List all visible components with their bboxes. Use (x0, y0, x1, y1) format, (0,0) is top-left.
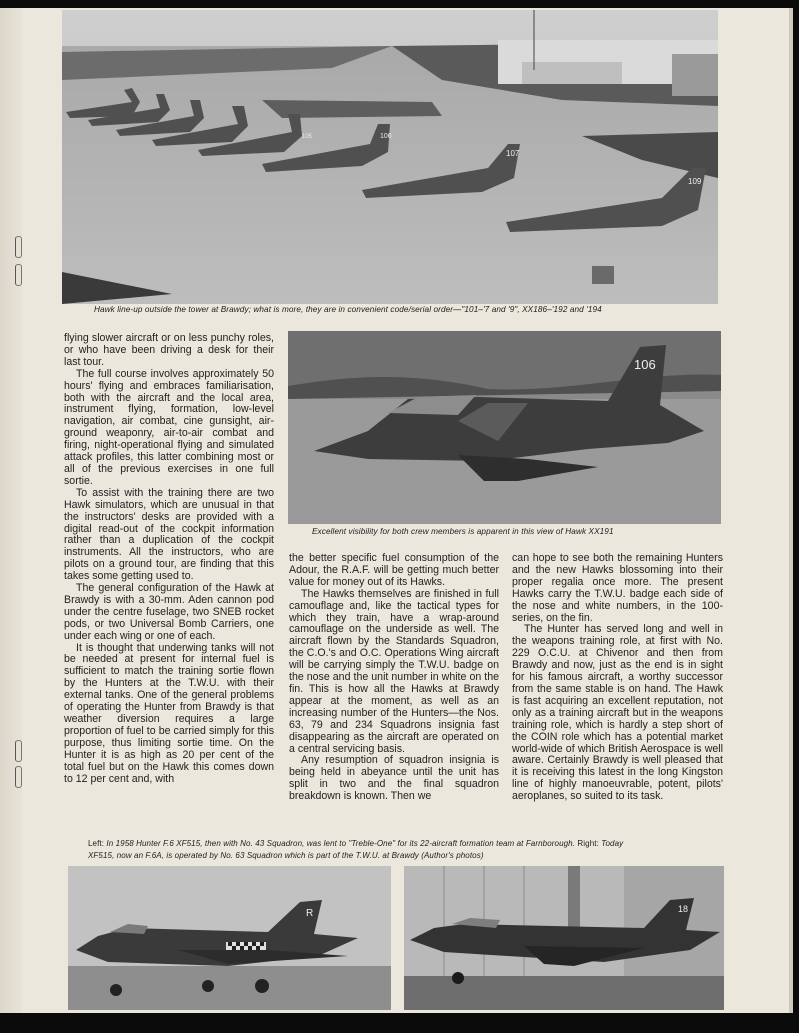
photo-hawk-in-flight (288, 331, 721, 524)
text-column-left (64, 333, 274, 785)
caption-top-photo: Hawk line-up outside the tower at Brawdy; what is more, they are in convenient code/serial order—"101–'7 and '9", XX186–'192 and '194 (94, 305, 602, 314)
paragraph: can hope to see both the remaining Hunters and the new Hawks blossoming into their proper regalia once more. The present Hawks carry the T.W.U. badge each side of the nose and white numbers, in the 100-series, on the fin. (512, 552, 723, 624)
staple-icon (15, 264, 22, 286)
caption-left-tag: Left: (88, 839, 105, 848)
paragraph: The Hawks themselves are finished in full camouflage and, like the tactical types for which they train, have a wrap-around camouflage on the underside as well. The aircraft flown by the Standards Squadron, the C.O.'s and O.C. Operations Wing aircraft will be carrying simply the T.W.U. badge on the nose and the unit number in white on the fin. This is how all the Hawks at Brawdy appear at the moment, as well as an increasing number of the Hunters—the Nos. 63, 79 and 234 Squadrons insignia fast disappearing as the aircraft are operated on a central servicing basis. (289, 587, 499, 755)
caption-middle-photo: Excellent visibility for both crew members is apparent in this view of Hawk XX191 (312, 527, 614, 536)
caption-bottom-line2: XF515, now an F.6A, is operated by No. 63 Squadron which is part of the T.W.U. at Brawdy (Author's photos) (88, 851, 484, 860)
paragraph: the better specific fuel consumption of the Adour, the R.A.F. will be getting much better value for money out of its Hawks. (289, 552, 499, 588)
paragraph: The full course involves approximately 50 hours' flying and embraces familiarisation, both with the aircraft and the local area, instrument flying, formation, low-level navigation, air combat, cine gunsight, air-ground weaponry, air-to-air combat and firing, night-operational flying and simulated attack profiles, this latter combining most or all of the previous exercises in one full sortie. (64, 367, 274, 487)
paragraph: To assist with the training there are two Hawk simulators, which are unusual in that the instructors' desks are provided with a digital read-out of the cockpit information rather than a duplication of the cockpit instruments. All the instructors, who are pilots on a ground tour, are finding that this takes some getting used to. (64, 486, 274, 583)
fin-letter-r: R (306, 908, 314, 919)
paragraph: flying slower aircraft or on less punchy roles, or who have been driving a desk for their last tour. (64, 332, 274, 368)
photo-hawk-lineup (62, 10, 718, 304)
fin-number-106: 106 (634, 357, 656, 372)
caption-bottom-line1-end: Today (601, 839, 624, 848)
staple-icon (15, 236, 22, 258)
photo-hunter-today (404, 866, 724, 1010)
fin-number-18: 18 (678, 904, 689, 914)
text-column-middle (289, 553, 499, 803)
staple-icon (15, 740, 22, 762)
paragraph: Any resumption of squadron insignia is being held in abeyance until the unit has split in two and the final squadron breakdown is known. Then we (289, 754, 499, 803)
text-column-right (512, 553, 723, 803)
paragraph: It is thought that underwing tanks will not be needed at present for internal fuel is sufficient to match the training sortie flown by the Hunters at the T.W.U. with their external tanks. One of the general problems of operating the Hunter from Brawdy is that weather diversion requires a large proportion of fuel to be carried simply for this purpose, thus limiting sortie time. On the Hunter it is as high as 20 per cent of the total fuel but on the Hawk this comes down to 12 per cent and, with (64, 641, 274, 785)
fin-number-107: 107 (506, 149, 520, 158)
photo-hunter-1958 (68, 866, 391, 1010)
staple-icon (15, 766, 22, 788)
svg-text:106: 106 (380, 133, 392, 140)
caption-bottom-line1: In 1958 Hunter F.6 XF515, then with No. 43 Squadron, was lent to "Treble-One" for its 22-aircraft formation team at Farnborough. (106, 839, 576, 848)
paragraph: The Hunter has served long and well in the weapons training role, at first with No. 229 O.C.U. at Chivenor and then from Brawdy and now, just as the end is in sight for his famous aircraft, a worthy successor from the same stable is on hand. The Hawk is fast acquiring an excellent reputation, not only as a training aircraft but in the weapons training role, which is hardly a step short of the COIN role which has a potential market world-wide of which British Aerospace is well aware. Certainly Brawdy is well pleased that it is receiving this latest in the long Kingston line of highly manoeuvrable, potent, pilots' aeroplanes, so suited to its task. (512, 623, 723, 803)
fin-number-109: 109 (688, 177, 702, 186)
paragraph: The general configuration of the Hawk at Brawdy is with a 30-mm. Aden cannon pod under the centre fuselage, two SNEB rocket pods, or two Universal Bomb Carriers, one under each wing or one of each. (64, 582, 274, 642)
caption-bottom-photos (88, 838, 728, 862)
svg-text:105: 105 (302, 134, 313, 140)
caption-right-tag: Right: (577, 839, 599, 848)
